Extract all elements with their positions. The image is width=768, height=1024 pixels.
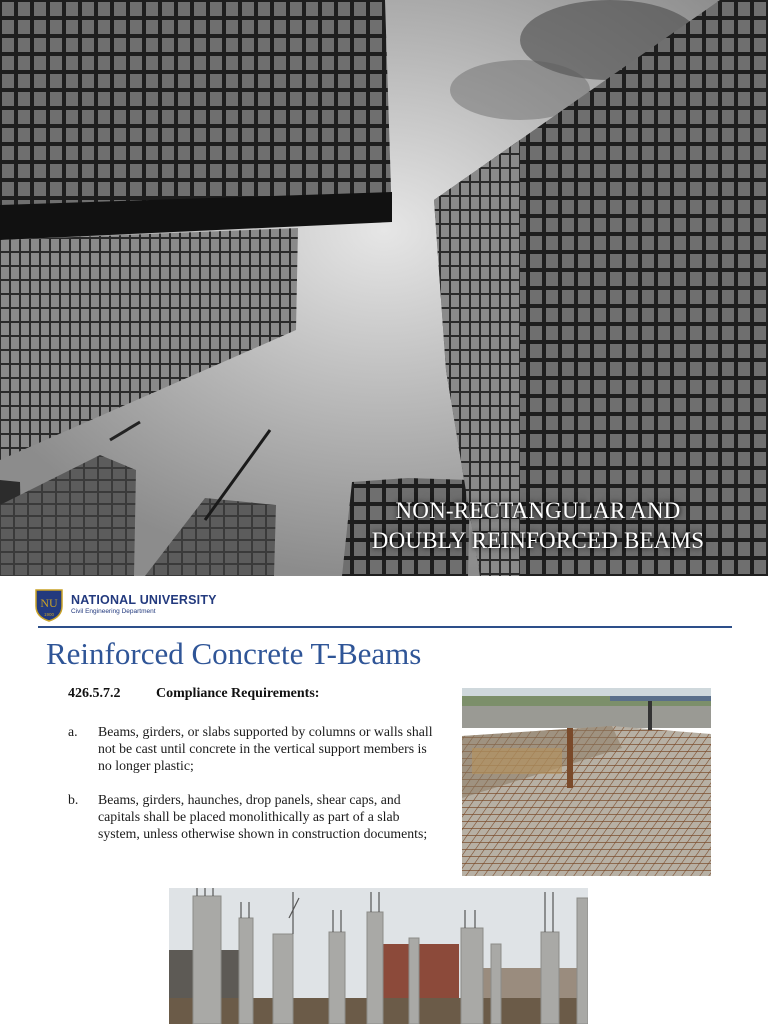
content-slide xyxy=(0,576,768,1024)
section-number: 426.5.7.2 xyxy=(68,686,121,701)
shield-icon xyxy=(34,588,64,622)
list-item xyxy=(68,791,440,842)
department-name: Civil Engineering Department xyxy=(71,608,156,615)
item-marker: b. xyxy=(68,792,79,807)
title-line-2: DOUBLY REINFORCED BEAMS xyxy=(371,528,705,553)
title-line-1: NON-RECTANGULAR AND xyxy=(395,498,681,523)
logo-year: 1900 xyxy=(43,612,55,617)
university-logo xyxy=(34,588,64,622)
presentation-title xyxy=(328,496,748,556)
list-item xyxy=(68,723,440,774)
rebar-slab-photo xyxy=(462,688,711,876)
logo-initials: NU xyxy=(40,596,58,610)
item-text: Beams, girders, haunches, drop panels, shear caps, and capitals shall be placed monolithically as part of a slab system, unless otherwise shown in construction documents; xyxy=(98,792,428,841)
slide-title: Reinforced Concrete T-Beams xyxy=(46,636,422,671)
header-divider xyxy=(38,626,732,628)
item-text: Beams, girders, or slabs supported by columns or walls shall not be cast until concrete in the vertical support members is no longer plastic; xyxy=(98,724,433,773)
code-section-heading xyxy=(68,686,319,702)
university-name: NATIONAL UNIVERSITY xyxy=(71,593,217,607)
item-marker: a. xyxy=(68,724,78,739)
concrete-columns-photo xyxy=(169,888,588,1024)
section-title: Compliance Requirements: xyxy=(156,686,320,701)
